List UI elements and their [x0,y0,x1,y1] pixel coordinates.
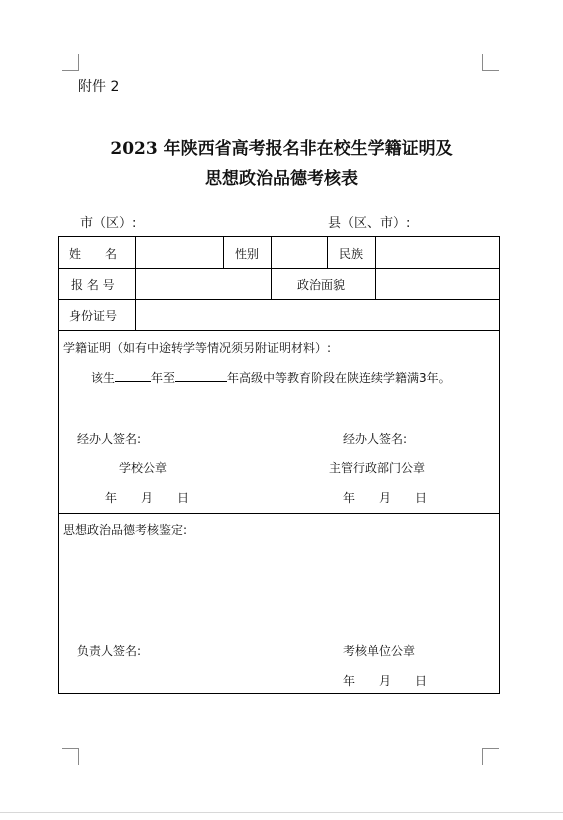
document-title-line-2: 思想政治品德考核表 [205,169,358,189]
margin-corner-bottom-right [482,748,499,765]
id-number-label: 身份证号 [69,309,118,323]
moral-assessment-heading: 思想政治品德考核鉴定: [63,523,188,537]
status-year2: 年高级中等教育阶段在陕连续学籍满3年。 [227,371,451,385]
status-statement [91,369,451,386]
margin-corner-top-left [62,54,79,71]
page-bottom-edge [0,812,563,813]
department-seal-label: 主管行政部门公章 [329,461,426,475]
date-bottom: 年 月 日 [343,674,428,688]
status-year1: 年至 [151,371,176,385]
county-label: 县（区、市）: [328,216,411,231]
start-year-blank[interactable] [115,369,151,382]
handler-signature-left: 经办人签名: [77,432,142,446]
attachment-label: 附件 2 [78,79,120,95]
assessment-seal-label: 考核单位公章 [343,644,416,658]
row-divider [59,513,499,514]
verification-form-table [58,236,500,694]
col-divider [135,237,136,330]
date-right: 年 月 日 [343,491,428,505]
row-divider [59,268,499,269]
col-divider [375,237,376,299]
row-divider [59,299,499,300]
city-district-label: 市（区）: [80,216,137,231]
col-divider [327,237,328,268]
gender-label: 性别 [235,247,260,261]
col-divider [271,237,272,299]
ethnicity-label: 民族 [339,247,364,261]
status-heading: 学籍证明（如有中途转学等情况须另附证明材料）: [63,341,332,355]
margin-corner-top-right [482,54,499,71]
registration-number-label: 报 名 号 [71,278,115,292]
margin-corner-bottom-left [62,748,79,765]
name-label: 姓 名 [69,247,118,261]
political-status-label: 政治面貌 [297,278,346,292]
status-prefix: 该生 [91,371,116,385]
school-seal-label: 学校公章 [119,461,168,475]
col-divider [223,237,224,268]
document-title-line-1: 2023 年陕西省高考报名非在校生学籍证明及 [110,139,453,159]
handler-signature-right: 经办人签名: [343,432,408,446]
end-year-blank[interactable] [175,369,227,382]
responsible-signature-label: 负责人签名: [77,644,142,658]
row-divider [59,330,499,331]
date-left: 年 月 日 [105,491,190,505]
